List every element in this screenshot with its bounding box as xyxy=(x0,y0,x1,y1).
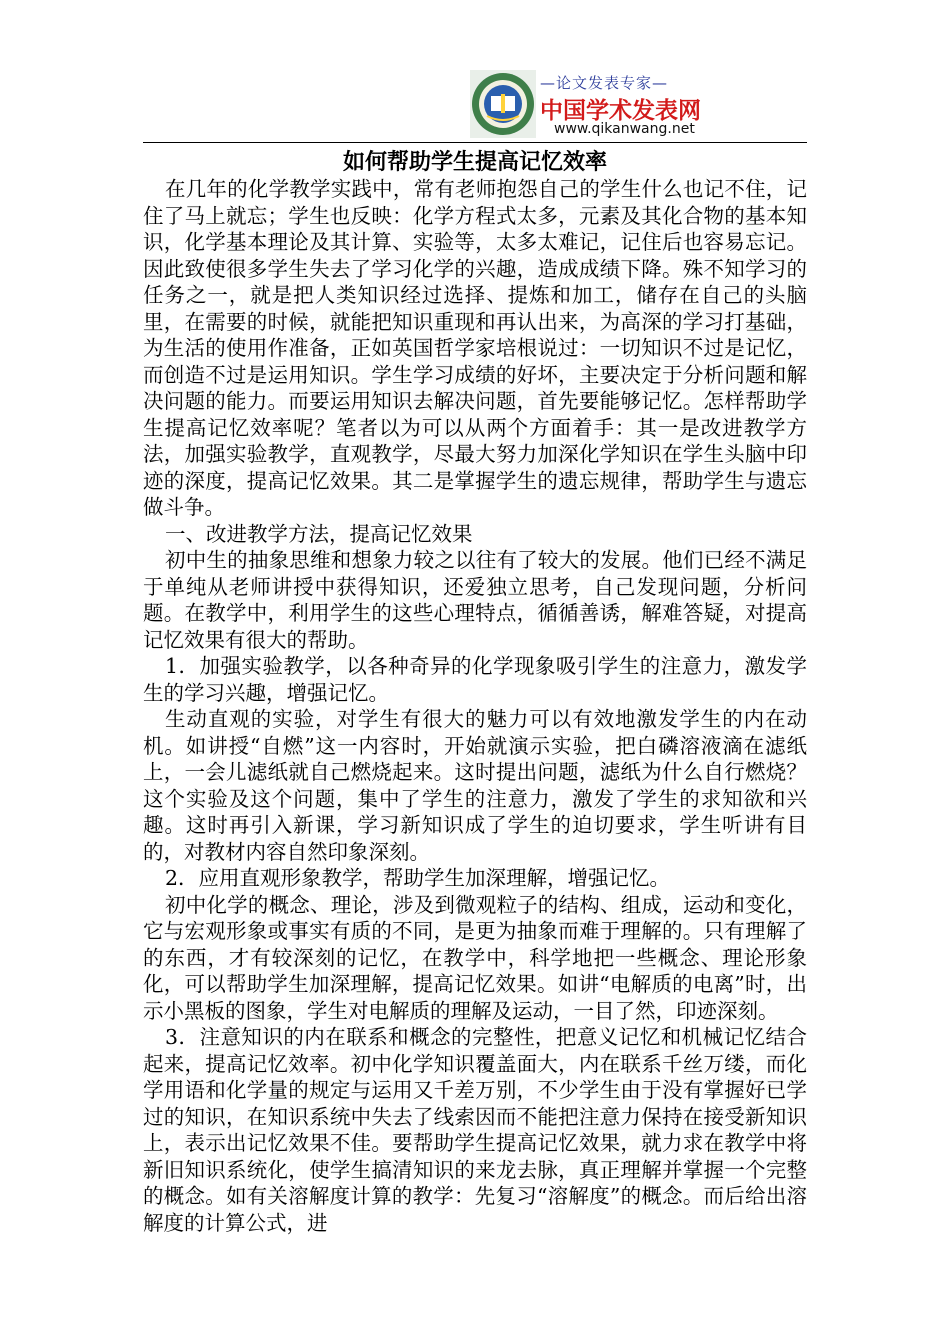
seal-emblem-icon xyxy=(470,70,536,138)
paragraph-point-1: 生动直观的实验，对学生有很大的魅力可以有效地激发学生的内在动机。如讲授“自燃”这一内容时，开始就演示实验，把白磷溶液滴在滤纸上，一会儿滤纸就自己燃烧起来。这时提出问题，滤纸为什么自行燃烧？这个实验及这个问题，集中了学生的注意力，激发了学生的求知欲和兴趣。这时再引入新课，学习新知识成了学生的迫切要求，学生听讲有目的，对教材内容自然印象深刻。 xyxy=(143,707,807,864)
logo-site-url: www.qikanwang.net xyxy=(554,121,695,137)
article-title: 如何帮助学生提高记忆效率 xyxy=(342,149,607,175)
paragraph-intro: 在几年的化学教学实践中，常有老师抱怨自己的学生什么也记不住，记住了马上就忘；学生也反映：化学方程式太多，元素及其化合物的基本知识，化学基本理论及其计算、实验等，太多太难记，记住后也容易忘记。因此致使很多学生失去了学习化学的兴趣，造成成绩下降。殊不知学习的任务之一，就是把人类知识经过选择、提炼和加工，储存在自己的头脑里，在需要的时候，就能把知识重现和再认出来，为高深的学习打基础，为生活的使用作准备，正如英国哲学家培根说过：一切知识不过是记忆，而创造不过是运用知识。学生学习成绩的好坏，主要决定于分析问题和解决问题的能力。而要运用知识去解决问题，首先要能够记忆。怎样帮助学生提高记忆效率呢？笔者以为可以从两个方面着手：其一是改进教学方法，加强实验教学，直观教学，尽最大努力加深化学知识在学生头脑中印迹的深度，提高记忆效果。其二是掌握学生的遗忘规律，帮助学生与遗忘做斗争。 xyxy=(143,177,807,519)
paragraph-point-3: 3．注意知识的内在联系和概念的完整性，把意义记忆和机械记忆结合起来，提高记忆效率。初中化学知识覆盖面大，内在联系千丝万缕，而化学用语和化学量的规定与运用又千差万别，不少学生由于没有掌握好已学过的知识，在知识系统中失去了线索因而不能把注意力保持在接受新知识上，表示出记忆效果不佳。要帮助学生提高记忆效果，就力求在教学中将新旧知识系统化，使学生搞清知识的来龙去脉，真正理解并掌握一个完整的概念。如有关溶解度计算的教学：先复习“溶解度”的概念。而后给出溶解度的计算公式，进 xyxy=(143,1025,807,1235)
site-logo xyxy=(468,68,701,140)
paragraph-section-1: 初中生的抽象思维和想象力较之以往有了较大的发展。他们已经不满足于单纯从老师讲授中获得知识，还爱独立思考，自己发现问题，分析问题。在教学中，利用学生的这些心理特点，循循善诱，解难答疑，对提高记忆效果有很大的帮助。 xyxy=(143,548,807,652)
header-divider xyxy=(143,142,807,143)
point-heading-2: 2．应用直观形象教学，帮助学生加深理解，增强记忆。 xyxy=(165,866,671,890)
paragraph-point-2: 初中化学的概念、理论，涉及到微观粒子的结构、组成，运动和变化，它与宏观形象或事实有质的不同，是更为抽象而难于理解的。只有理解了的东西，才有较深刻的记忆，在教学中，科学地把一些概念、理论形象化，可以帮助学生加深理解，提高记忆效果。如讲“电解质的电离”时，出示小黑板的图象，学生对电解质的理解及运动，一目了然，印迹深刻。 xyxy=(143,892,807,1023)
section-heading-1: 一、改进教学方法，提高记忆效果 xyxy=(165,521,473,546)
logo-brand-name: 中国学术发表网 xyxy=(540,98,701,124)
point-heading-1: 1．加强实验教学，以各种奇异的化学现象吸引学生的注意力，激发学生的学习兴趣，增强记忆。 xyxy=(143,654,807,705)
article-body xyxy=(143,176,807,1236)
logo-slogan: —论文发表专家— xyxy=(540,74,669,92)
